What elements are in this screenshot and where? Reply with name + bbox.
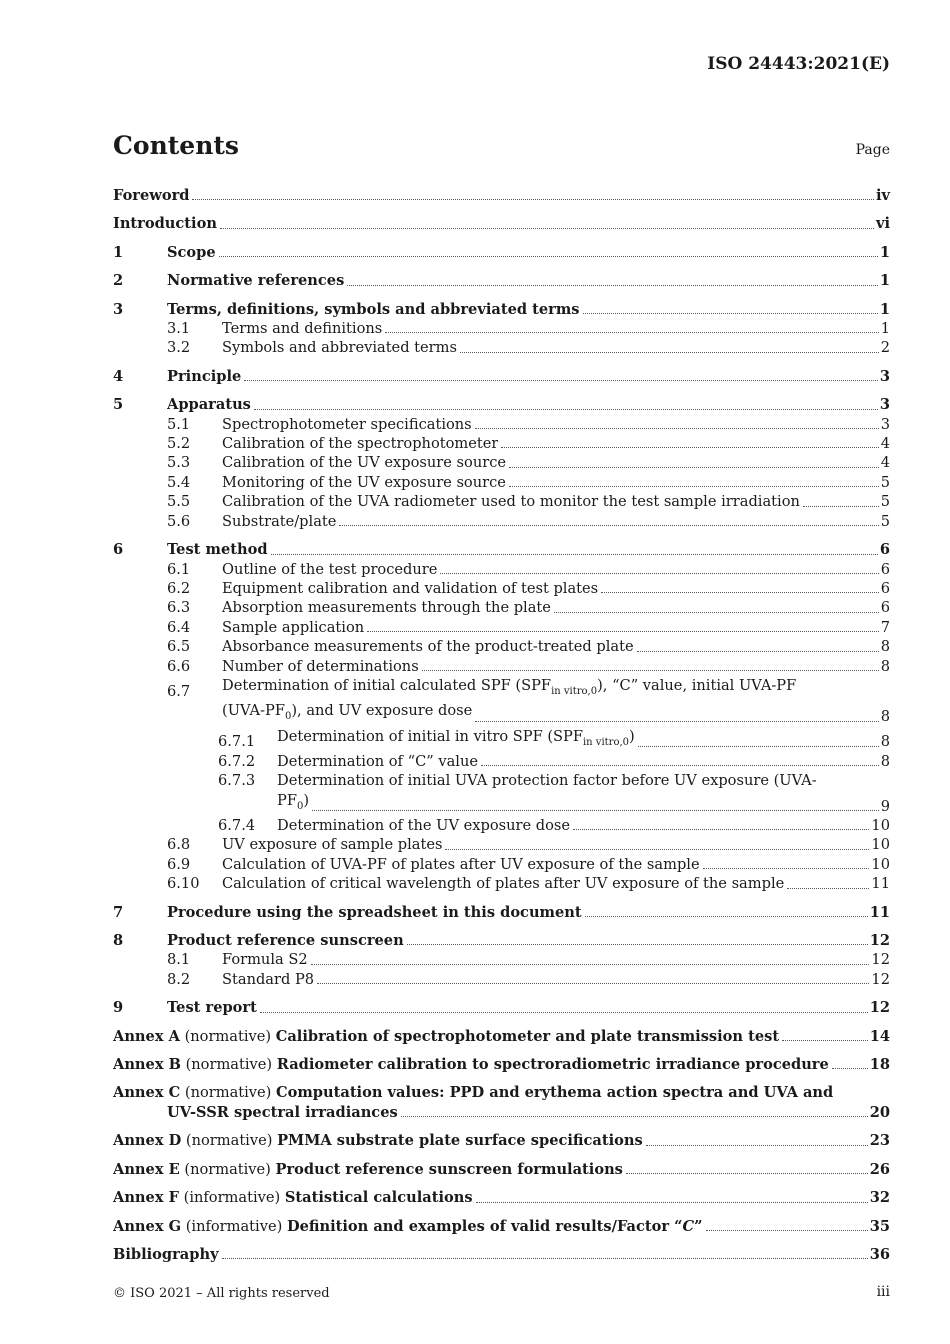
toc-entry-5-6[interactable] bbox=[113, 512, 890, 531]
toc-title: Spectrophotometer specifications bbox=[222, 415, 472, 433]
toc-entry-3-2[interactable] bbox=[113, 338, 890, 357]
dot-leader bbox=[407, 944, 868, 945]
toc-page: 6 bbox=[879, 541, 890, 559]
toc-entry-8[interactable] bbox=[113, 931, 890, 950]
toc-number: 6.7.4 bbox=[218, 817, 256, 834]
toc-number: 8 bbox=[113, 932, 124, 950]
toc-entry-6-7-1[interactable] bbox=[113, 727, 890, 752]
dot-leader bbox=[638, 746, 879, 747]
dot-leader bbox=[475, 428, 879, 429]
toc-page: 32 bbox=[869, 1189, 890, 1207]
toc-page: 36 bbox=[869, 1245, 890, 1263]
dot-leader bbox=[220, 228, 874, 229]
toc-page: 8 bbox=[880, 708, 890, 726]
toc-number: 8.1 bbox=[167, 951, 191, 969]
toc-title: Determination of initial in vitro SPF $(SPF_{in vitro,0})$ bbox=[277, 727, 635, 748]
toc-title: Determination of the UV exposure dose bbox=[277, 817, 571, 834]
dot-leader bbox=[583, 313, 878, 314]
toc-title: UV-SSR spectral irradiances bbox=[167, 1103, 398, 1121]
toc-title: Apparatus bbox=[167, 396, 251, 414]
dot-leader bbox=[706, 1230, 868, 1231]
toc-page: 26 bbox=[869, 1160, 890, 1178]
toc-entry-6-9[interactable] bbox=[113, 855, 890, 874]
toc-entry-6[interactable] bbox=[113, 540, 890, 559]
toc-page: 8 bbox=[880, 733, 890, 751]
toc-entry-6-7-2[interactable] bbox=[113, 752, 890, 771]
toc-number: 6.8 bbox=[167, 836, 191, 854]
toc-title: Number of determinations bbox=[222, 657, 419, 675]
dot-leader bbox=[626, 1173, 868, 1174]
dot-leader bbox=[422, 670, 879, 671]
dot-leader bbox=[601, 592, 879, 593]
dot-leader bbox=[312, 810, 879, 811]
toc-page: 12 bbox=[871, 951, 890, 969]
toc-title: Procedure using the spreadsheet in this document bbox=[167, 903, 582, 921]
toc-entry-5-1[interactable] bbox=[113, 415, 890, 434]
dot-leader bbox=[385, 332, 878, 333]
toc-page: 1 bbox=[879, 300, 890, 318]
toc-page: 35 bbox=[869, 1217, 890, 1235]
toc-entry-6-1[interactable] bbox=[113, 560, 890, 579]
toc-number: 5.2 bbox=[167, 435, 191, 453]
toc-entry-introduction[interactable] bbox=[113, 214, 890, 233]
toc-page: 12 bbox=[869, 999, 890, 1017]
toc-title: Test report bbox=[167, 999, 257, 1017]
toc-title: Determination of initial calculated SPF $(SPF_{in vitro,0})$, “C” value, initial UVA-PF bbox=[222, 676, 797, 697]
toc-page: 5 bbox=[880, 493, 890, 511]
toc-page: 9 bbox=[880, 797, 890, 815]
toc-title: $(UVA-PF_0)$, and UV exposure dose bbox=[222, 702, 473, 723]
toc-entry-8-2[interactable] bbox=[113, 970, 890, 989]
dot-leader bbox=[501, 447, 878, 448]
toc-page: 5 bbox=[880, 512, 890, 530]
toc-title: Calibration of the spectrophotometer bbox=[222, 435, 499, 453]
toc-page: 18 bbox=[869, 1056, 890, 1074]
toc-number: 5.1 bbox=[167, 415, 191, 433]
toc-entry-8-1[interactable] bbox=[113, 950, 890, 969]
toc-entry-6-10[interactable] bbox=[113, 874, 890, 893]
toc-number: 5 bbox=[113, 396, 124, 414]
toc-page: 8 bbox=[880, 657, 890, 675]
toc-page: 23 bbox=[869, 1132, 890, 1150]
toc-page: vi bbox=[875, 215, 890, 233]
dot-leader bbox=[646, 1145, 868, 1146]
toc-number: 5.4 bbox=[167, 473, 191, 491]
toc-entry-annex-d[interactable] bbox=[113, 1131, 890, 1150]
toc-number: 3.1 bbox=[167, 320, 191, 338]
dot-leader bbox=[703, 868, 870, 869]
dot-leader bbox=[192, 199, 874, 200]
toc-number: 6.2 bbox=[167, 579, 191, 597]
dot-leader bbox=[260, 1012, 868, 1013]
toc-title: Calculation of critical wavelength of plates after UV exposure of the sample bbox=[222, 875, 785, 893]
toc-page: 10 bbox=[871, 836, 890, 854]
toc-number: 1 bbox=[113, 243, 124, 261]
toc-page: 7 bbox=[880, 618, 890, 636]
toc-number: 8.2 bbox=[167, 970, 191, 988]
dot-leader bbox=[509, 486, 879, 487]
toc-entry-9[interactable] bbox=[113, 998, 890, 1017]
toc-entry-6-3[interactable] bbox=[113, 598, 890, 617]
toc-entry-6-7-line2[interactable] bbox=[113, 701, 890, 726]
toc-page: 10 bbox=[871, 817, 890, 834]
toc-title: Absorbance measurements of the product-treated plate bbox=[222, 638, 634, 656]
toc-number: 9 bbox=[113, 999, 124, 1017]
toc-number: 5.3 bbox=[167, 454, 191, 472]
toc-title: Annex F (informative) Statistical calculations bbox=[113, 1189, 473, 1207]
dot-leader bbox=[440, 573, 878, 574]
dot-leader bbox=[254, 409, 878, 410]
dot-leader bbox=[339, 525, 878, 526]
table-of-contents bbox=[113, 186, 890, 1264]
toc-number: 6.1 bbox=[167, 560, 191, 578]
toc-page: 3 bbox=[879, 396, 890, 414]
toc-title: Bibliography bbox=[113, 1245, 219, 1263]
dot-leader bbox=[367, 631, 879, 632]
toc-number: 6.4 bbox=[167, 618, 191, 636]
toc-page: 14 bbox=[869, 1027, 890, 1045]
toc-number: 6.7.2 bbox=[218, 752, 256, 770]
toc-entry-annex-f[interactable] bbox=[113, 1188, 890, 1207]
dot-leader bbox=[637, 651, 879, 652]
toc-page: 8 bbox=[880, 638, 890, 656]
toc-title: Terms and definitions bbox=[222, 320, 383, 338]
dot-leader bbox=[475, 721, 878, 722]
toc-title: Principle bbox=[167, 367, 242, 385]
dot-leader bbox=[782, 1040, 868, 1041]
toc-title: Determination of “C” value bbox=[277, 752, 478, 770]
toc-title: Foreword bbox=[113, 187, 190, 204]
toc-entry-5[interactable] bbox=[113, 395, 890, 414]
toc-entry-7[interactable] bbox=[113, 903, 890, 922]
dot-leader bbox=[554, 612, 879, 613]
toc-title: Symbols and abbreviated terms bbox=[222, 339, 457, 357]
toc-number: 6.6 bbox=[167, 657, 191, 675]
toc-page: 5 bbox=[880, 473, 890, 491]
dot-leader bbox=[219, 256, 878, 257]
toc-entry-annex-a[interactable] bbox=[113, 1027, 890, 1046]
dot-leader bbox=[573, 829, 869, 830]
toc-entry-1[interactable] bbox=[113, 243, 890, 262]
dot-leader bbox=[476, 1202, 868, 1203]
toc-page: 11 bbox=[869, 903, 890, 921]
toc-title: Normative references bbox=[167, 272, 345, 290]
dot-leader bbox=[481, 765, 879, 766]
toc-title: Outline of the test procedure bbox=[222, 560, 438, 578]
toc-page: 20 bbox=[869, 1103, 890, 1121]
toc-entry-2[interactable] bbox=[113, 271, 890, 290]
toc-number: 7 bbox=[113, 903, 124, 921]
toc-entry-annex-c-line1[interactable] bbox=[113, 1083, 890, 1102]
toc-number: 6 bbox=[113, 541, 124, 559]
toc-page: 11 bbox=[871, 875, 890, 893]
toc-entry-5-4[interactable] bbox=[113, 473, 890, 492]
toc-entry-annex-c-line2[interactable] bbox=[113, 1103, 890, 1122]
toc-title: $PF_0$) bbox=[277, 791, 310, 812]
toc-entry-6-7-3-line1[interactable] bbox=[113, 771, 890, 790]
dot-leader bbox=[401, 1116, 868, 1117]
toc-entry-bibliography[interactable] bbox=[113, 1245, 890, 1264]
toc-title: Monitoring of the UV exposure source bbox=[222, 473, 506, 491]
contents-title: Contents bbox=[113, 131, 240, 160]
toc-page: 10 bbox=[871, 855, 890, 873]
dot-leader bbox=[244, 380, 878, 381]
toc-entry-6-7-3-line2[interactable] bbox=[113, 791, 890, 816]
toc-title: Product reference sunscreen bbox=[167, 932, 404, 950]
toc-page: 12 bbox=[871, 970, 890, 988]
toc-title: Formula S2 bbox=[222, 951, 308, 969]
toc-number: 6.5 bbox=[167, 638, 191, 656]
toc-number: 3 bbox=[113, 300, 124, 318]
dot-leader bbox=[509, 467, 879, 468]
toc-page: 3 bbox=[879, 367, 890, 385]
toc-title: Sample application bbox=[222, 618, 365, 636]
toc-number: 2 bbox=[113, 272, 124, 290]
toc-page: 1 bbox=[879, 272, 890, 290]
toc-title: Standard P8 bbox=[222, 970, 315, 988]
toc-number: 6.3 bbox=[167, 599, 191, 617]
toc-title: UV exposure of sample plates bbox=[222, 836, 443, 854]
toc-title: Scope bbox=[167, 243, 216, 261]
toc-page: iv bbox=[875, 187, 890, 204]
toc-page: 1 bbox=[880, 320, 890, 338]
toc-page: 3 bbox=[880, 415, 890, 433]
page-number: iii bbox=[876, 1284, 890, 1300]
toc-entry-6-2[interactable] bbox=[113, 579, 890, 598]
toc-page: 2 bbox=[880, 339, 890, 357]
dot-leader bbox=[460, 352, 879, 353]
copyright-notice: © ISO 2021 – All rights reserved bbox=[113, 1286, 330, 1301]
toc-entry-annex-e[interactable] bbox=[113, 1160, 890, 1179]
toc-title: Annex D (normative) PMMA substrate plate surface specifications bbox=[113, 1132, 643, 1150]
toc-page: 6 bbox=[880, 579, 890, 597]
toc-entry-6-7-4[interactable] bbox=[113, 816, 890, 835]
toc-title: Terms, definitions, symbols and abbreviated terms bbox=[167, 300, 580, 318]
toc-number: 6.7.3 bbox=[218, 772, 256, 790]
toc-entry-4[interactable] bbox=[113, 367, 890, 386]
toc-entry-annex-b[interactable] bbox=[113, 1055, 890, 1074]
toc-title: Calibration of the UV exposure source bbox=[222, 454, 507, 472]
toc-title: Calibration of the UVA radiometer used to monitor the test sample irradiation bbox=[222, 493, 800, 511]
toc-title: Test method bbox=[167, 541, 268, 559]
toc-title: Annex A (normative) Calibration of spectrophotometer and plate transmission test bbox=[113, 1027, 780, 1045]
dot-leader bbox=[271, 554, 878, 555]
toc-entry-6-8[interactable] bbox=[113, 835, 890, 854]
toc-number: 3.2 bbox=[167, 339, 191, 357]
toc-number: 5.6 bbox=[167, 512, 191, 530]
toc-page: 6 bbox=[880, 560, 890, 578]
toc-entry-foreword[interactable] bbox=[113, 186, 890, 205]
toc-page: 1 bbox=[879, 243, 890, 261]
toc-number: 6.7.1 bbox=[218, 733, 256, 751]
toc-title: Annex B (normative) Radiometer calibration to spectroradiometric irradiance procedure bbox=[113, 1056, 829, 1074]
toc-page: 6 bbox=[880, 599, 890, 617]
toc-page: 4 bbox=[880, 454, 890, 472]
toc-title: Introduction bbox=[113, 215, 217, 233]
toc-number: 5.5 bbox=[167, 493, 191, 511]
dot-leader bbox=[803, 506, 879, 507]
toc-number: 6.7 bbox=[167, 682, 191, 700]
toc-entry-5-3[interactable] bbox=[113, 453, 890, 472]
page-column-label: Page bbox=[855, 142, 890, 158]
dot-leader bbox=[347, 285, 878, 286]
toc-title: Determination of initial UVA protection factor before UV exposure (UVA- bbox=[277, 772, 817, 790]
toc-title: Annex C (normative) Computation values: PPD and erythema action spectra and UVA and bbox=[113, 1084, 834, 1102]
toc-page: 8 bbox=[880, 752, 890, 770]
dot-leader bbox=[585, 916, 868, 917]
toc-entry-5-2[interactable] bbox=[113, 434, 890, 453]
toc-title: Calculation of UVA-PF of plates after UV exposure of the sample bbox=[222, 855, 700, 873]
toc-entry-6-7-line1[interactable] bbox=[113, 676, 890, 701]
toc-title: Substrate/plate bbox=[222, 512, 337, 530]
toc-page: 12 bbox=[869, 932, 890, 950]
toc-entry-6-5[interactable] bbox=[113, 637, 890, 656]
toc-entry-3-1[interactable] bbox=[113, 319, 890, 338]
toc-title: Annex E (normative) Product reference sunscreen formulations bbox=[113, 1160, 623, 1178]
toc-number: 6.10 bbox=[167, 875, 200, 893]
toc-title: Annex G (informative) Definition and examples of valid results/Factor “C” bbox=[113, 1217, 703, 1235]
dot-leader bbox=[445, 849, 869, 850]
toc-title: Absorption measurements through the plate bbox=[222, 599, 551, 617]
toc-page: 4 bbox=[880, 435, 890, 453]
toc-entry-6-6[interactable] bbox=[113, 657, 890, 676]
dot-leader bbox=[317, 983, 869, 984]
toc-number: 6.9 bbox=[167, 855, 191, 873]
toc-entry-6-4[interactable] bbox=[113, 618, 890, 637]
dot-leader bbox=[787, 888, 869, 889]
toc-number: 4 bbox=[113, 367, 124, 385]
toc-entry-5-5[interactable] bbox=[113, 492, 890, 511]
toc-entry-annex-g[interactable] bbox=[113, 1217, 890, 1236]
dot-leader bbox=[832, 1068, 868, 1069]
toc-title: Equipment calibration and validation of test plates bbox=[222, 579, 599, 597]
dot-leader bbox=[311, 964, 870, 965]
toc-entry-3[interactable] bbox=[113, 300, 890, 319]
dot-leader bbox=[222, 1258, 868, 1259]
document-id: ISO 24443:2021(E) bbox=[707, 54, 890, 74]
